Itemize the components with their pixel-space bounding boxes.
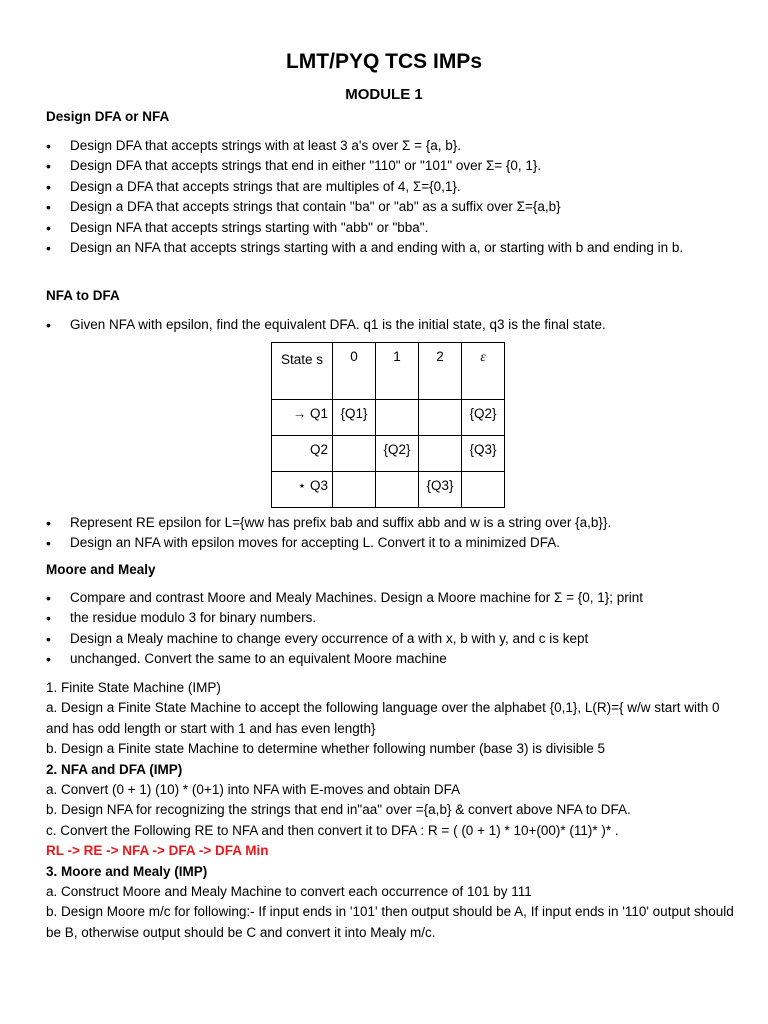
- list-item: • the residue modulo 3 for binary numbers.: [46, 608, 726, 628]
- table-cell: [333, 472, 376, 508]
- table-cell: [462, 472, 505, 508]
- list-item: • Design an NFA that accepts strings starting with a and ending with a, or starting with b and ending in b.: [46, 238, 726, 258]
- list-item: • Design DFA that accepts strings that end in either "110" or "101" over Σ= {0, 1}.: [46, 156, 726, 176]
- table-header-cell: 1: [376, 343, 419, 400]
- body-line: b. Design a Finite state Machine to determine whether following number (base 3) is divisible 5: [46, 741, 606, 757]
- body-line: a. Design a Finite State Machine to accept the following language over the alphabet {0,1}, L(R)={ w/w start with 0 and has odd length or start with 1 and has even length}: [46, 700, 720, 736]
- body-line: b. Design Moore m/c for following:- If input ends in '101' then output should be A, If input ends in '110' output should be B, otherwise output should be C and convert it into Mealy m/c.: [46, 904, 734, 940]
- table-cell: {Q3}: [419, 472, 462, 508]
- body-line: a. Convert (0 + 1) (10) * (0+1) into NFA with E-moves and obtain DFA: [46, 782, 461, 798]
- table-cell: ⋆ Q3: [272, 472, 333, 508]
- body-heading: 2. NFA and DFA (IMP): [46, 761, 183, 777]
- list-item: • Design an NFA with epsilon moves for accepting L. Convert it to a minimized DFA.: [46, 533, 726, 553]
- section-heading-moore: Moore and Mealy: [46, 562, 156, 577]
- body-line: a. Construct Moore and Mealy Machine to convert each occurrence of 101 by 111: [46, 884, 532, 900]
- table-row: [272, 436, 505, 472]
- list-item: • Design DFA that accepts strings with at least 3 a's over Σ = {a, b}.: [46, 136, 726, 156]
- table-header-row: [272, 343, 505, 400]
- table-cell: Q2: [272, 436, 333, 472]
- table-cell: {Q2}: [376, 436, 419, 472]
- highlight-line: RL -> RE -> NFA -> DFA -> DFA Min: [46, 843, 269, 859]
- table-cell: [376, 400, 419, 436]
- table-cell: {Q2}: [462, 400, 505, 436]
- list-item: • Compare and contrast Moore and Mealy Machines. Design a Moore machine for Σ = {0, 1}; print: [46, 588, 726, 608]
- list-item: • Represent RE epsilon for L={ww has prefix bab and suffix abb and w is a string over {a,b}}.: [46, 513, 726, 533]
- list-item: • unchanged. Convert the same to an equivalent Moore machine: [46, 649, 726, 669]
- table-cell: [376, 472, 419, 508]
- table-header-cell: ε: [462, 343, 505, 400]
- moore-list: [46, 588, 726, 670]
- question-block: [46, 678, 736, 943]
- table-row: [272, 400, 505, 436]
- nfa-list: [46, 315, 726, 335]
- table-row: [272, 472, 505, 508]
- nfa-list-2: [46, 513, 726, 554]
- table-cell: → Q1: [272, 400, 333, 436]
- table-cell: {Q1}: [333, 400, 376, 436]
- list-item: • Design a DFA that accepts strings that contain "ba" or "ab" as a suffix over Σ={a,b}: [46, 197, 726, 217]
- table-header-cell: 0: [333, 343, 376, 400]
- list-item: • Design a DFA that accepts strings that are multiples of 4, Σ={0,1}.: [46, 177, 726, 197]
- table-cell: [419, 436, 462, 472]
- body-line: 1. Finite State Machine (IMP): [46, 680, 221, 695]
- body-heading: 3. Moore and Mealy (IMP): [46, 863, 208, 879]
- table-cell: {Q3}: [462, 436, 505, 472]
- list-item: • Design a Mealy machine to change every occurrence of a with x, b with y, and c is kept: [46, 629, 726, 649]
- dfa-list: [46, 136, 726, 258]
- table-header-cell: 2: [419, 343, 462, 400]
- section-heading-nfa: NFA to DFA: [46, 288, 120, 303]
- table-cell: [419, 400, 462, 436]
- body-line: b. Design NFA for recognizing the strings that end in"aa" over ={a,b} & convert above NFA to DFA.: [46, 802, 631, 818]
- body-line: c. Convert the Following RE to NFA and then convert it to DFA : R = ( (0 + 1) * 10+(00)* (11)* )* .: [46, 822, 619, 838]
- transition-table: [271, 342, 505, 508]
- section-heading-dfa: Design DFA or NFA: [46, 109, 170, 124]
- module-title: MODULE 1: [345, 86, 423, 103]
- page-title: LMT/PYQ TCS IMPs: [285, 50, 482, 73]
- list-item: • Given NFA with epsilon, find the equivalent DFA. q1 is the initial state, q3 is the final state.: [46, 315, 726, 335]
- list-item: • Design NFA that accepts strings starting with "abb" or "bba".: [46, 218, 726, 238]
- table-cell: [333, 436, 376, 472]
- table-header-cell: State s: [272, 343, 333, 400]
